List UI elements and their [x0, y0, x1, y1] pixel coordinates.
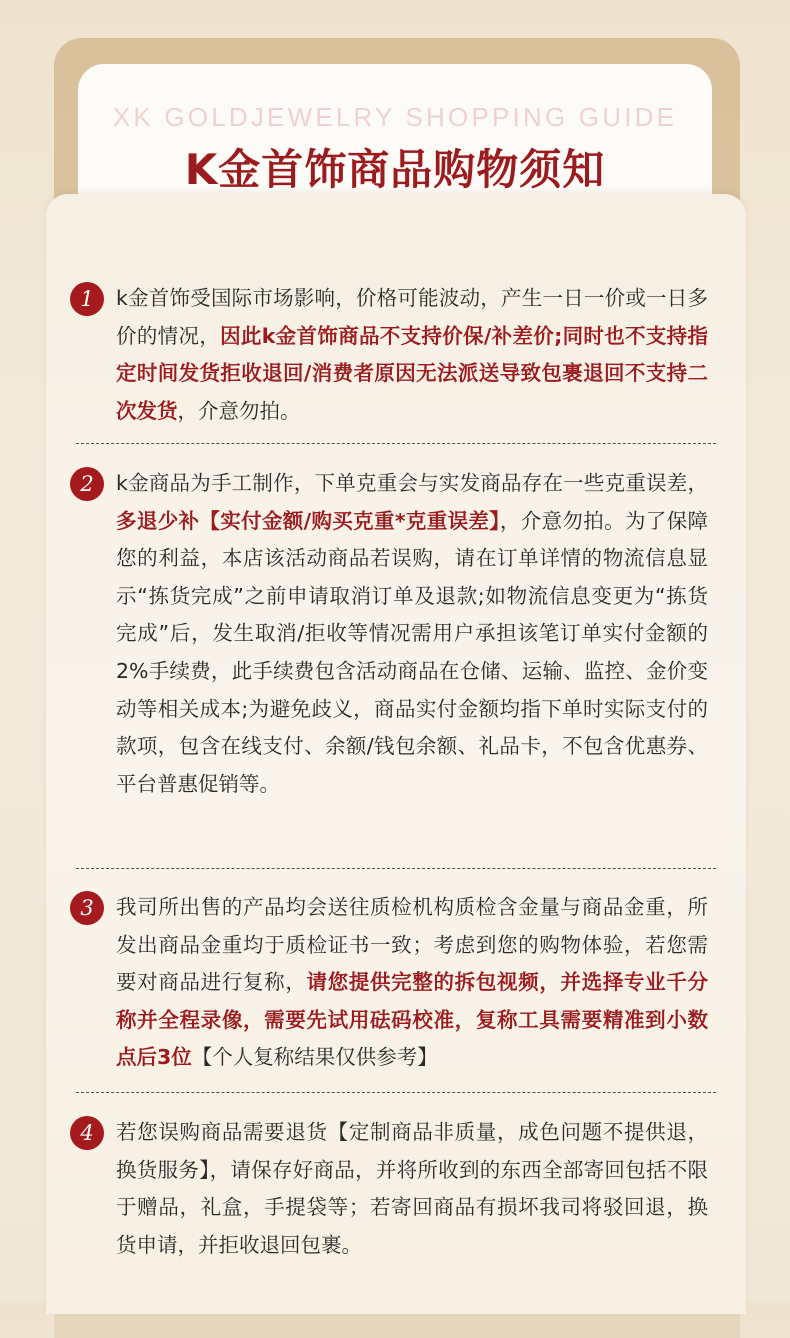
page-title: K金首饰商品购物须知: [184, 145, 606, 194]
section-text-segment: 若您误购商品需要退货【定制商品非质量，成色问题不提供退，换货服务】，请保存好商品，并将所收到的东西全部寄回包括不限于赠品，礼盒，手提袋等；若寄回商品有损坏我司将驳回退，换货申请，并拒收退回包裹。: [116, 1120, 708, 1257]
section-text-emphasis: 请您提供完整的拆包视频，并选择专业千分称并全程录像，需要先试用砝码校准，复称工具需要精准到小数点后3位: [116, 970, 708, 1070]
section-text: [116, 280, 708, 430]
section-text-segment: ，介意勿拍。: [177, 398, 301, 423]
section-text-emphasis: 因此k金首饰商品不支持价保/补差价;同时也不支持指定时间发货拒收退回/消费者原因无法派送导致包裹退回不支持二次发货: [116, 323, 709, 423]
section-divider: [76, 868, 716, 869]
section-text: [116, 465, 708, 803]
section-text: [116, 1114, 708, 1264]
section-number-badge: 3: [70, 891, 104, 925]
section-number-badge: 1: [70, 282, 104, 316]
section-text-segment: 我司所出售的产品均会送往质检机构质检含金量与商品金重，所发出商品金重均于质检证书一致；考虑到您的购物体验，若您需要对商品进行复称，: [116, 895, 708, 995]
section-number-badge: 4: [70, 1116, 104, 1150]
section-text-segment: k金商品为手工制作，下单克重会与实发商品存在一些克重误差，: [116, 471, 708, 495]
section-divider: [76, 443, 716, 444]
section-text-segment: 【个人复称结果仅供参考】: [191, 1045, 438, 1070]
section-divider: [76, 1092, 716, 1093]
header-subtitle: XK GOLDJEWELRY SHOPPING GUIDE: [112, 104, 678, 130]
section-text-segment: ，介意勿拍。为了保障您的利益，本店该活动商品若误购，请在订单详情的物流信息显示“拣货完成”之前申请取消订单及退款;如物流信息变更为“拣货完成”后，发生取消/拒收等情况需用户承担该笔订单实付金额的2%手续费，此手续费包含活动商品在仓储、运输、监控、金价变动等相关成本;为避免歧义，商品实付金额均指下单时实际支付的款项，包含在线支付、余额/钱包余额、礼品卡，不包含优惠券、平台普惠促销等。: [116, 508, 708, 796]
section-text-emphasis: 多退少补【实付金额/购买克重*克重误差】: [116, 508, 500, 533]
section-number-badge: 2: [70, 467, 104, 501]
section-text: [116, 889, 708, 1077]
section-text-segment: k金首饰受国际市场影响，价格可能波动，产生一日一价或一日多价的情况，: [116, 286, 708, 348]
